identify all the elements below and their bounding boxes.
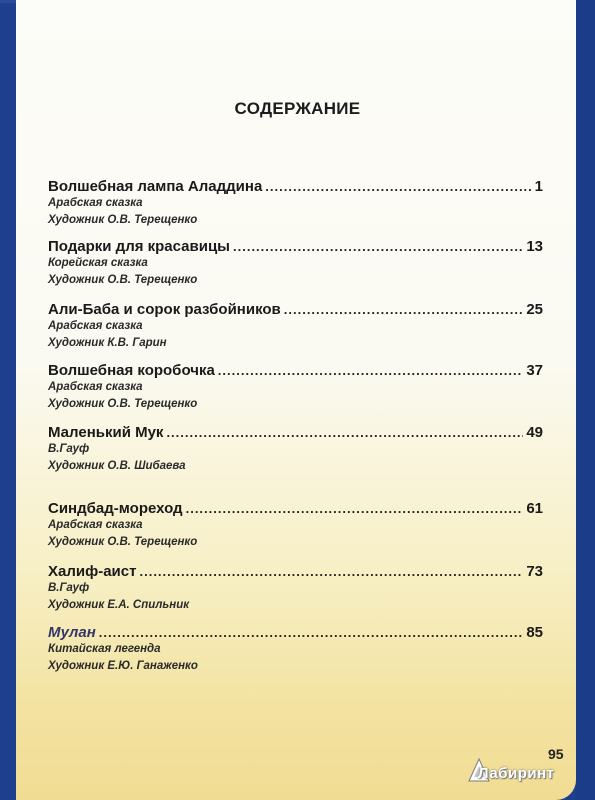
toc-entry bbox=[48, 362, 543, 413]
toc-entry-illustrator: Художник О.В. Шибаева bbox=[48, 460, 186, 472]
toc-entry-source: Арабская сказка bbox=[48, 320, 143, 332]
toc-entry-title: Халиф-аист bbox=[48, 563, 137, 580]
toc-entry-illustrator: Художник О.В. Терещенко bbox=[48, 274, 198, 286]
toc-entry-source: Арабская сказка bbox=[48, 381, 143, 393]
toc-entry-row bbox=[48, 500, 543, 517]
dot-leader bbox=[166, 425, 523, 440]
toc-entry-row bbox=[48, 178, 543, 195]
toc-entry-title: Али-Баба и сорок разбойников bbox=[48, 301, 281, 318]
dot-leader bbox=[139, 564, 523, 579]
toc-entry-source: Арабская сказка bbox=[48, 197, 143, 209]
toc-entry bbox=[48, 500, 543, 551]
dot-leader bbox=[265, 179, 531, 194]
toc-entry-row bbox=[48, 424, 543, 441]
toc-entry-illustrator: Художник О.В. Терещенко bbox=[48, 214, 198, 226]
toc-entry bbox=[48, 238, 543, 289]
toc-entry-title: Синдбад-мореход bbox=[48, 500, 183, 517]
toc-entry-page: 37 bbox=[526, 362, 543, 379]
toc-entry-row bbox=[48, 238, 543, 255]
dot-leader bbox=[186, 501, 524, 516]
toc-entry bbox=[48, 563, 543, 614]
toc-entry-source: В.Гауф bbox=[48, 582, 90, 594]
toc-entry bbox=[48, 178, 543, 229]
page-number: 95 bbox=[548, 746, 564, 762]
dot-leader bbox=[233, 239, 523, 254]
toc-entry-illustrator: Художник Е.Ю. Ганаженко bbox=[48, 660, 198, 672]
toc-entry-illustrator: Художник Е.А. Спильник bbox=[48, 599, 190, 611]
dot-leader bbox=[99, 625, 524, 640]
toc-entry-title: Волшебная коробочка bbox=[48, 362, 215, 379]
toc-entry-source: Корейская сказка bbox=[48, 257, 148, 269]
toc-entry-page: 25 bbox=[526, 301, 543, 318]
toc-entry-source: Арабская сказка bbox=[48, 519, 143, 531]
dot-leader bbox=[284, 302, 524, 317]
toc-entry-page: 49 bbox=[526, 424, 543, 441]
toc-entry-source: Китайская легенда bbox=[48, 643, 161, 655]
toc-entry-title: Волшебная лампа Аладдина bbox=[48, 178, 263, 195]
toc-entry-page: 61 bbox=[526, 500, 543, 517]
toc-entry-source: В.Гауф bbox=[48, 443, 90, 455]
watermark-text: Лабиринт bbox=[478, 765, 555, 782]
toc-entry-row bbox=[48, 301, 543, 318]
toc-entry bbox=[48, 301, 543, 352]
toc-entry-page: 85 bbox=[526, 624, 543, 641]
toc-entry-page: 1 bbox=[534, 178, 543, 195]
toc-entry-page: 73 bbox=[526, 563, 543, 580]
toc-entry-title: Маленький Мук bbox=[48, 424, 164, 441]
toc-entry-title: Мулан bbox=[48, 624, 96, 641]
toc-entry bbox=[48, 424, 543, 475]
toc-entry-illustrator: Художник К.В. Гарин bbox=[48, 337, 167, 349]
toc-entry-illustrator: Художник О.В. Терещенко bbox=[48, 536, 198, 548]
toc-entry-illustrator: Художник О.В. Терещенко bbox=[48, 398, 198, 410]
toc-entry-row bbox=[48, 624, 543, 641]
toc-entry bbox=[48, 624, 543, 675]
toc-entry-page: 13 bbox=[526, 238, 543, 255]
toc-entry-row bbox=[48, 563, 543, 580]
page-title: СОДЕРЖАНИЕ bbox=[234, 99, 361, 118]
dot-leader bbox=[218, 363, 524, 378]
toc-entry-title: Подарки для красавицы bbox=[48, 238, 230, 255]
toc-entry-row bbox=[48, 362, 543, 379]
right-cover-edge bbox=[576, 0, 595, 800]
